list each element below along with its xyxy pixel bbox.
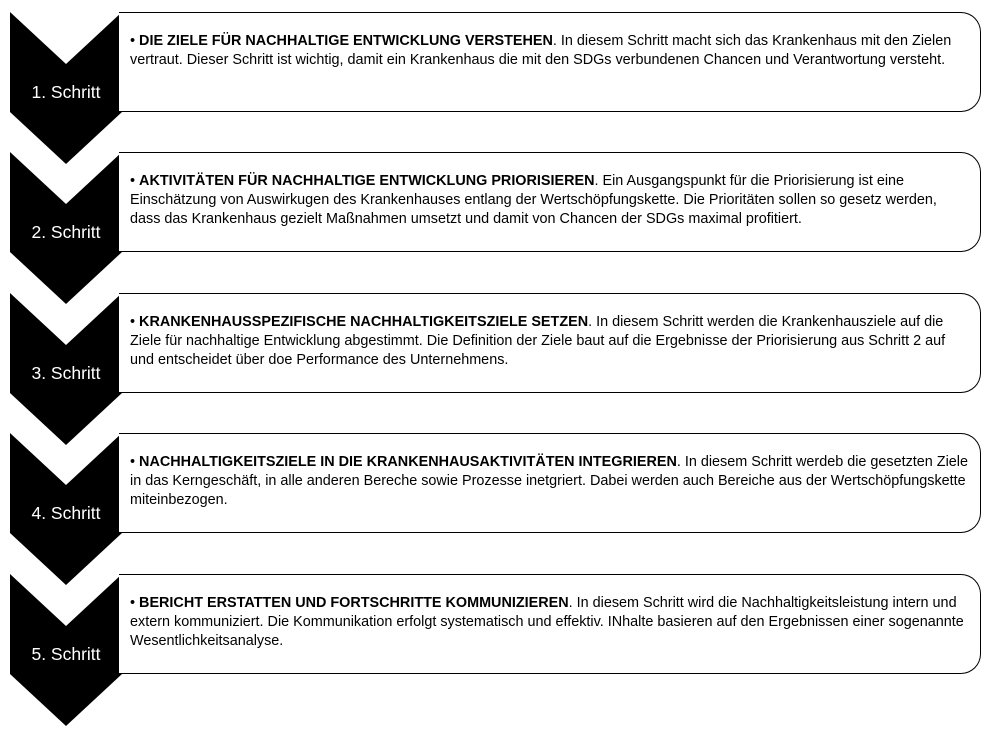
step-4 (0, 421, 1000, 585)
step-label: 1. Schritt (31, 82, 101, 102)
step-heading: NACHHALTIGKEITSZIELE IN DIE KRANKENHAUSAKTIVITÄTEN INTEGRIEREN (139, 454, 677, 470)
step-description (130, 172, 970, 229)
step-text: . In diesem Schritt wird die Nachhaltigkeitsleistung intern und extern kommuniziert. Die Kommunikation erfolgt systematisch und effektiv. INhalte basieren auf den Ergebnissen einer sogenannte Wesentlichkeitsanalyse. (130, 595, 964, 649)
step-box (119, 293, 981, 393)
step-label: 5. Schritt (31, 644, 101, 664)
bullet: • (130, 33, 136, 49)
step-heading: DIE ZIELE FÜR NACHHALTIGE ENTWICKLUNG VERSTEHEN (139, 33, 553, 49)
step-5 (0, 562, 1000, 726)
step-box (119, 12, 981, 112)
bullet: • (130, 595, 136, 611)
bullet: • (130, 454, 136, 470)
step-label: 2. Schritt (31, 222, 101, 242)
step-label: 4. Schritt (31, 503, 101, 523)
bullet: • (130, 173, 136, 189)
step-text: . In diesem Schritt macht sich das Krankenhaus mit den Zielen vertraut. Dieser Schritt ist wichtig, damit ein Krankenhaus die mit den SDGs verbundenen Chancen und Verantwortung versteht. (130, 33, 952, 68)
step-description (130, 594, 970, 651)
step-heading: BERICHT ERSTATTEN UND FORTSCHRITTE KOMMUNIZIEREN (139, 595, 569, 611)
step-description (130, 313, 970, 370)
step-text: . Ein Ausgangspunkt für die Priorisierung ist eine Einschätzung von Auswirkugen des Krankenhauses entlang der Wertschöpfungskette. Die Prioritäten sollen so gesetz werden, dass das Krankenhaus gezielt Maßnahmen umsetzt und damit von Chancen der SDGs maximal profitiert. (130, 173, 937, 227)
step-box (119, 433, 981, 533)
bullet: • (130, 314, 136, 330)
step-description (130, 32, 970, 70)
step-label: 3. Schritt (31, 363, 101, 383)
step-box (119, 574, 981, 674)
step-description (130, 453, 970, 510)
step-heading: AKTIVITÄTEN FÜR NACHHALTIGE ENTWICKLUNG PRIORISIEREN (139, 173, 595, 189)
step-heading: KRANKENHAUSSPEZIFISCHE NACHHALTIGKEITSZIELE SETZEN (139, 314, 589, 330)
step-text: . In diesem Schritt werden die Krankenhausziele auf die Ziele für nachhaltige Entwicklung abgestimmt. Die Definition der Ziele baut auf die Ergebnisse der Priorisierung aus Schritt 2 auf und entscheidet über doe Performance des Unternehmens. (130, 314, 946, 368)
step-2 (0, 140, 1000, 304)
step-box (119, 152, 981, 252)
step-text: . In diesem Schritt werdeb die gesetzten Ziele in das Kerngeschäft, in alle anderen Bereche sowie Prozesse inetgriert. Dabei werden auch Bereiche aus der Wertschöpfungskette miteinbezogen. (130, 454, 969, 508)
